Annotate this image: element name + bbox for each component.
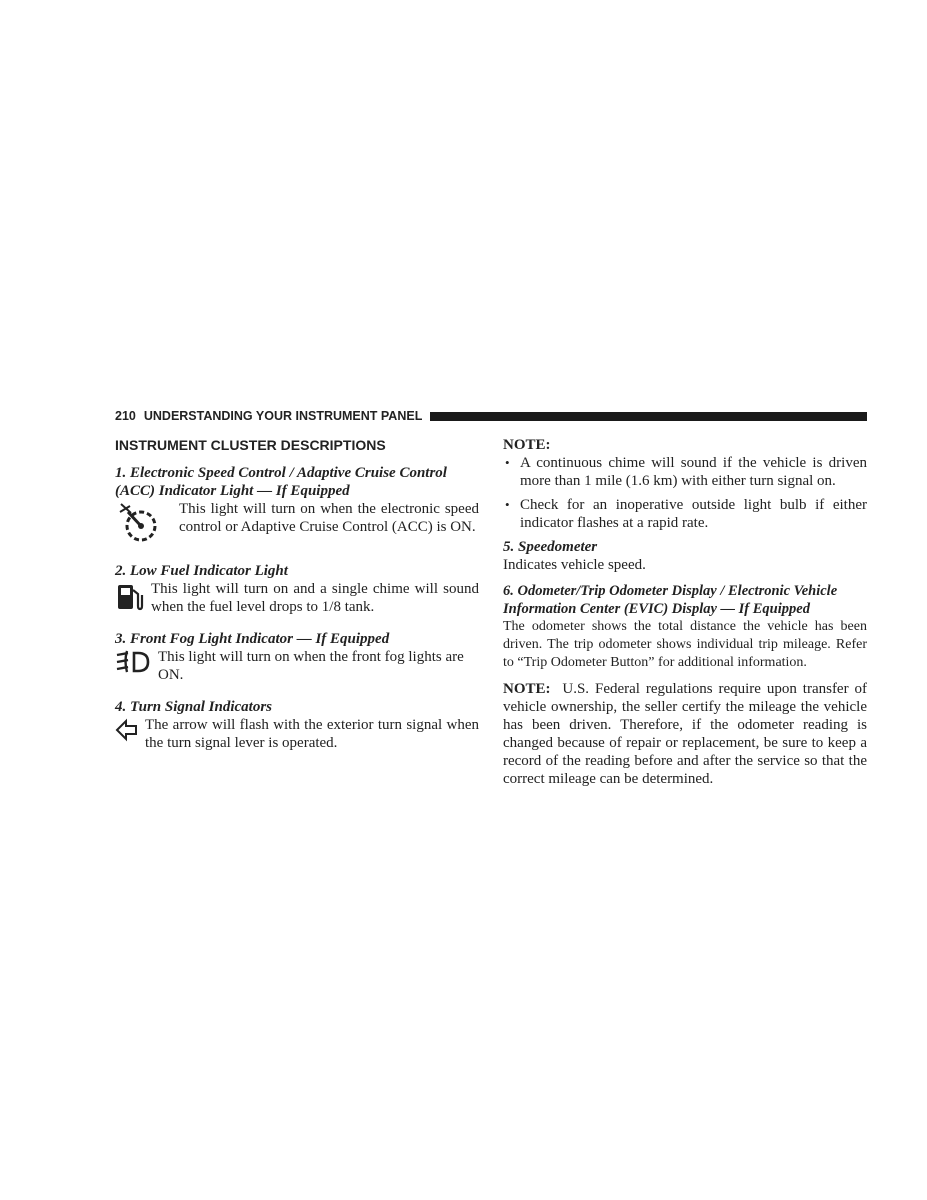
list-item: • A continuous chime will sound if the vehicle is driven more than 1 mile (1.6 km) with either turn signal on. xyxy=(505,455,867,489)
item-text: This light will turn on when the electronic speed control or Adaptive Cruise Control (ACC) is ON. xyxy=(179,501,479,535)
item-turn-signal xyxy=(115,698,479,752)
note-text: U.S. Federal regulations require upon transfer of vehicle ownership, the seller certify the mileage the vehicle has been driven. Therefore, if the odometer reading is changed because of repair or replacement, be sure to keep a record of the reading before and after the service so that the correct mileage can be determined. xyxy=(503,681,868,787)
speedometer-heading: 5. Speedometer xyxy=(503,539,598,555)
item-heading: 4. Turn Signal Indicators xyxy=(115,699,272,715)
item-heading: 1. Electronic Speed Control / Adaptive Cruise Control (ACC) Indicator Light — If Equipped xyxy=(115,465,447,499)
item-text: The arrow will flash with the exterior turn signal when the turn signal lever is operated. xyxy=(145,717,479,751)
speed-control-icon xyxy=(115,500,179,544)
item-text: This light will turn on and a single chime will sound when the fuel level drops to 1/8 tank. xyxy=(151,581,479,615)
note-bullets xyxy=(503,454,867,532)
fog-light-icon xyxy=(115,648,158,674)
fuel-pump-icon xyxy=(115,580,151,612)
item-text: This light will turn on when the front fog lights are ON. xyxy=(158,649,464,683)
list-item: • Check for an inoperative outside light bulb if either indicator flashes at a rapid rate. xyxy=(505,497,867,531)
left-column xyxy=(115,436,479,766)
odometer-heading: 6. Odometer/Trip Odometer Display / Electronic Vehicle Information Center (EVIC) Display — If Equipped xyxy=(503,583,838,617)
chapter-title: UNDERSTANDING YOUR INSTRUMENT PANEL xyxy=(143,409,423,423)
speedometer-text: Indicates vehicle speed. xyxy=(503,557,646,573)
item-heading: 2. Low Fuel Indicator Light xyxy=(115,563,288,579)
page-header xyxy=(115,408,867,424)
item-heading: 3. Front Fog Light Indicator — If Equipped xyxy=(115,631,390,647)
note-label: NOTE: xyxy=(503,437,551,453)
note-label: NOTE: xyxy=(503,681,551,697)
item-speed-control xyxy=(115,464,479,544)
item-low-fuel xyxy=(115,562,479,616)
turn-signal-arrow-icon xyxy=(115,716,145,742)
header-rule xyxy=(430,412,867,421)
section-title: INSTRUMENT CLUSTER DESCRIPTIONS xyxy=(115,437,386,453)
item-fog-light xyxy=(115,630,479,684)
right-column xyxy=(503,436,867,796)
odometer-text: The odometer shows the total distance the vehicle has been driven. The trip odometer shows individual trip mileage. Refer to “Trip Odometer Button” for additional information. xyxy=(503,619,867,670)
page-number: 210 xyxy=(115,409,136,423)
federal-note xyxy=(503,680,867,788)
